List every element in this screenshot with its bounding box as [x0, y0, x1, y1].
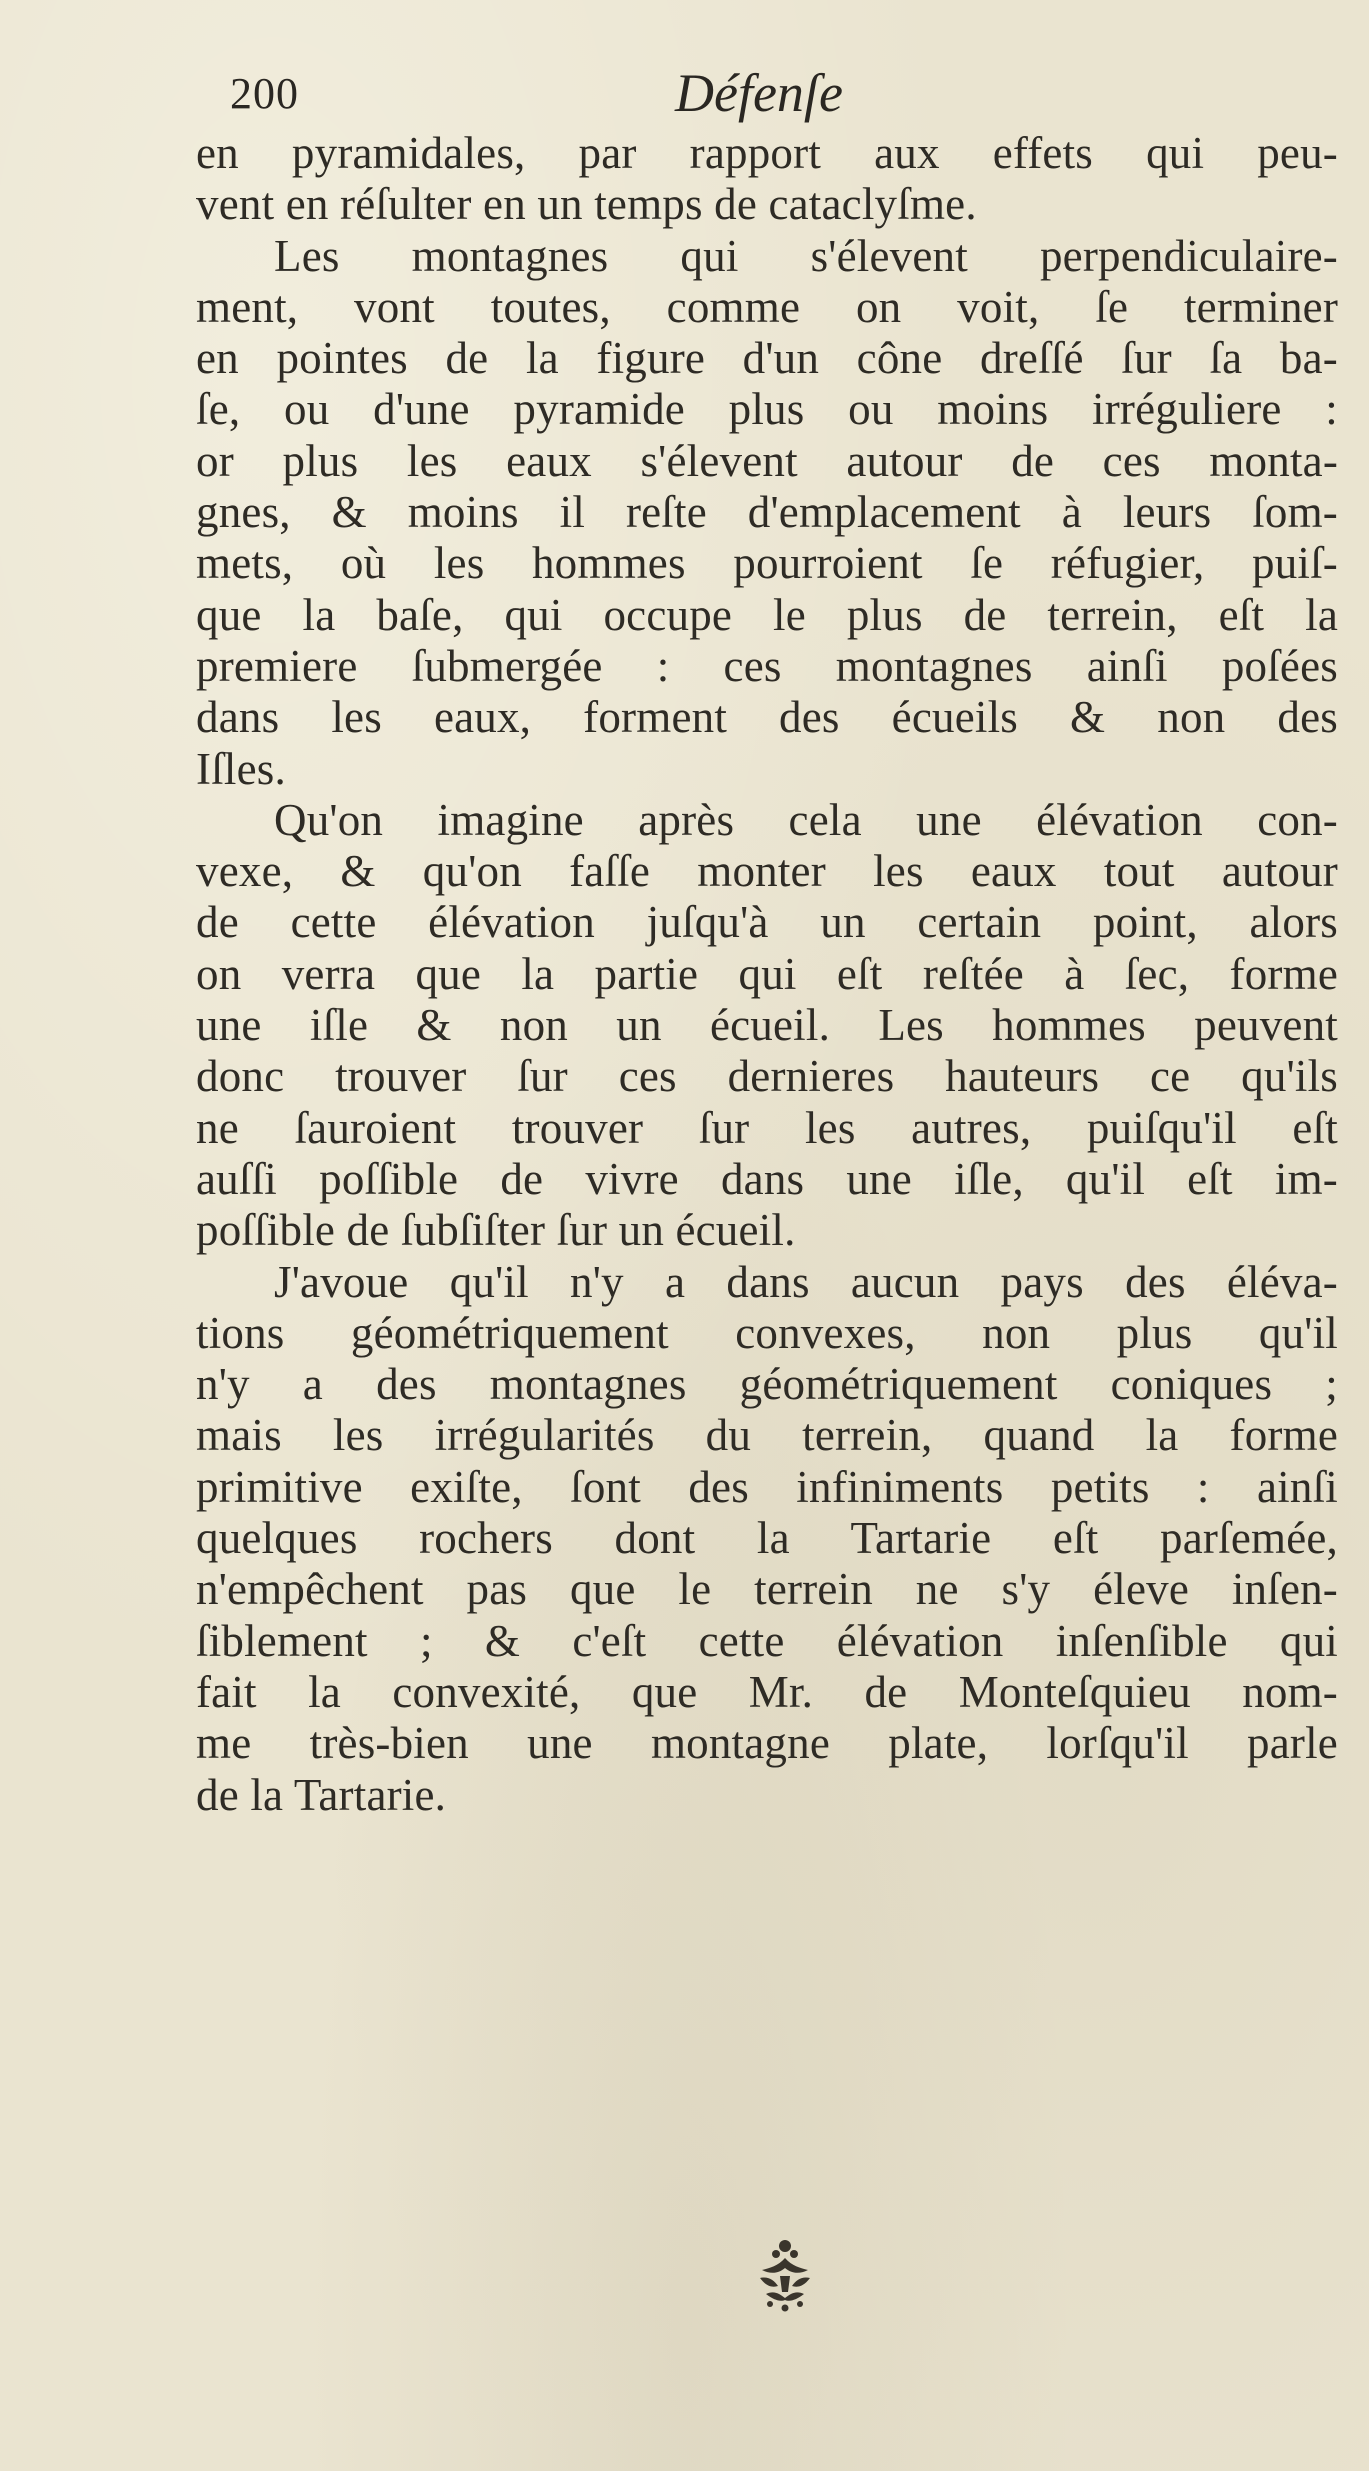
running-title: Défenſe: [675, 63, 843, 123]
text-line: de cette élévation juſqu'à un certain point, alors: [196, 897, 1338, 948]
text-line: ne ſauroient trouver ſur les autres, puiſqu'il eſt: [196, 1102, 1338, 1153]
text-line: n'y a des montagnes géométriquement coniques ;: [196, 1359, 1338, 1410]
text-line: en pyramidales, par rapport aux effets qui peu-: [196, 128, 1338, 178]
text-line: premiere ſubmergée : ces montagnes ainſi poſées: [196, 640, 1338, 691]
text-line: de la Tartarie.: [196, 1769, 447, 1820]
text-line: mais les irrégularités du terrein, quand la forme: [196, 1410, 1338, 1461]
text-line: donc trouver ſur ces dernieres hauteurs ce qu'ils: [196, 1051, 1338, 1102]
text-line: Iſles.: [196, 743, 286, 794]
text-line: me très-bien une montagne plate, lorſqu'il parle: [196, 1718, 1338, 1769]
text-line: vexe, & qu'on faſſe monter les eaux tout autour: [196, 846, 1338, 897]
text-line: on verra que la partie qui eſt reſtée à ſec, forme: [196, 948, 1338, 999]
text-line: n'empêchent pas que le terrein ne s'y éleve inſen-: [196, 1564, 1338, 1615]
text-line: ment, vont toutes, comme on voit, ſe terminer: [196, 281, 1338, 332]
floral-ornament-icon: [740, 2232, 830, 2322]
text-line: que la baſe, qui occupe le plus de terrein, eſt la: [196, 589, 1338, 640]
text-line: vent en réſulter en un temps de cataclyſme.: [196, 179, 977, 230]
text-line: tions géométriquement convexes, non plus qu'il: [196, 1307, 1338, 1358]
text-line: auſſi poſſible de vivre dans une iſle, qu'il eſt im-: [196, 1153, 1338, 1204]
text-line: mets, où les hommes pourroient ſe réfugier, puiſ-: [196, 538, 1338, 589]
page-number: 200: [230, 69, 299, 118]
text-line: ſiblement ; & c'eſt cette élévation inſenſible qui: [196, 1615, 1338, 1666]
text-line: une iſle & non un écueil. Les hommes peuvent: [196, 1000, 1338, 1051]
text-line: Qu'on imagine après cela une élévation con-: [274, 794, 1338, 845]
text-line: J'avoue qu'il n'y a dans aucun pays des éléva-: [274, 1256, 1338, 1307]
text-line: primitive exiſte, ſont des infiniments petits : ainſi: [196, 1461, 1338, 1512]
body-text: [196, 128, 1338, 1821]
text-line: poſſible de ſubſiſter ſur un écueil.: [196, 1205, 796, 1256]
text-line: dans les eaux, forment des écueils & non des: [196, 692, 1338, 743]
text-line: gnes, & moins il reſte d'emplacement à leurs ſom-: [196, 487, 1338, 538]
text-line: en pointes de la figure d'un cône dreſſé ſur ſa ba-: [196, 333, 1338, 384]
text-line: ſe, ou d'une pyramide plus ou moins irréguliere :: [196, 384, 1338, 435]
text-line: or plus les eaux s'élevent autour de ces monta-: [196, 435, 1338, 486]
text-line: fait la convexité, que Mr. de Monteſquieu nom-: [196, 1666, 1338, 1717]
text-line: quelques rochers dont la Tartarie eſt parſemée,: [196, 1513, 1338, 1564]
text-line: Les montagnes qui s'élevent perpendiculaire-: [274, 230, 1338, 281]
